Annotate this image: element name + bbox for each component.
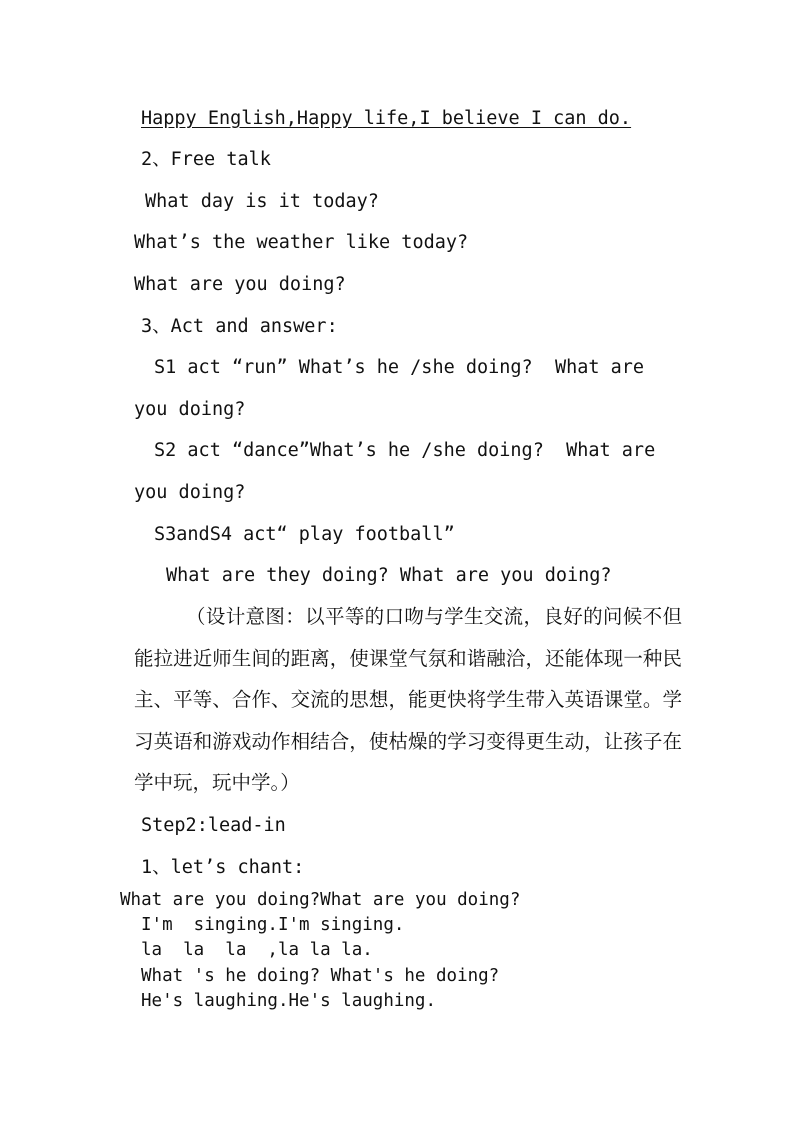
s1-act-line: S1 act “run” What’s he /she doing? What are	[154, 357, 645, 378]
question-doing: What are you doing?	[134, 274, 346, 295]
s1-act-line-cont: you doing?	[134, 399, 246, 420]
design-intent-paragraph: （设计意图：以平等的口吻与学生交流，良好的问候不但能拉进近师生间的距离，使课堂气氛和谐融洽，还能体现一种民主、平等、合作、交流的思想，能更快将学生带入英语课堂。学习英语和游戏动作相结合，使枯燥的学习变得更生动，让孩子在学中玩，玩中学。）	[134, 605, 682, 794]
s2-act-line: S2 act “dance”What’s he /she doing? What are	[154, 440, 656, 461]
s3-s4-act-line: S3andS4 act“ play football”	[154, 524, 455, 545]
they-doing-line: What are they doing? What are you doing?	[166, 565, 612, 586]
step2-heading: Step2:lead-in	[141, 815, 286, 836]
question-weather: What’s the weather like today?	[134, 232, 469, 253]
chant-line: What 's he doing? What's he doing?	[141, 966, 500, 986]
s2-act-line-cont: you doing?	[134, 482, 246, 503]
chant-line: He's laughing.He's laughing.	[141, 991, 437, 1011]
motto-line: Happy English,Happy life,I believe I can do.	[141, 108, 632, 129]
free-talk-heading: 2、Free talk	[141, 149, 271, 170]
question-day: What day is it today?	[145, 191, 379, 212]
act-answer-heading: 3、Act and answer:	[141, 316, 338, 337]
chant-line: la la la ,la la la.	[141, 940, 373, 960]
chant-heading: 1、let’s chant:	[141, 857, 305, 878]
chant-line: What are you doing?What are you doing?	[120, 890, 521, 910]
chant-line: I'm singing.I'm singing.	[141, 915, 405, 935]
